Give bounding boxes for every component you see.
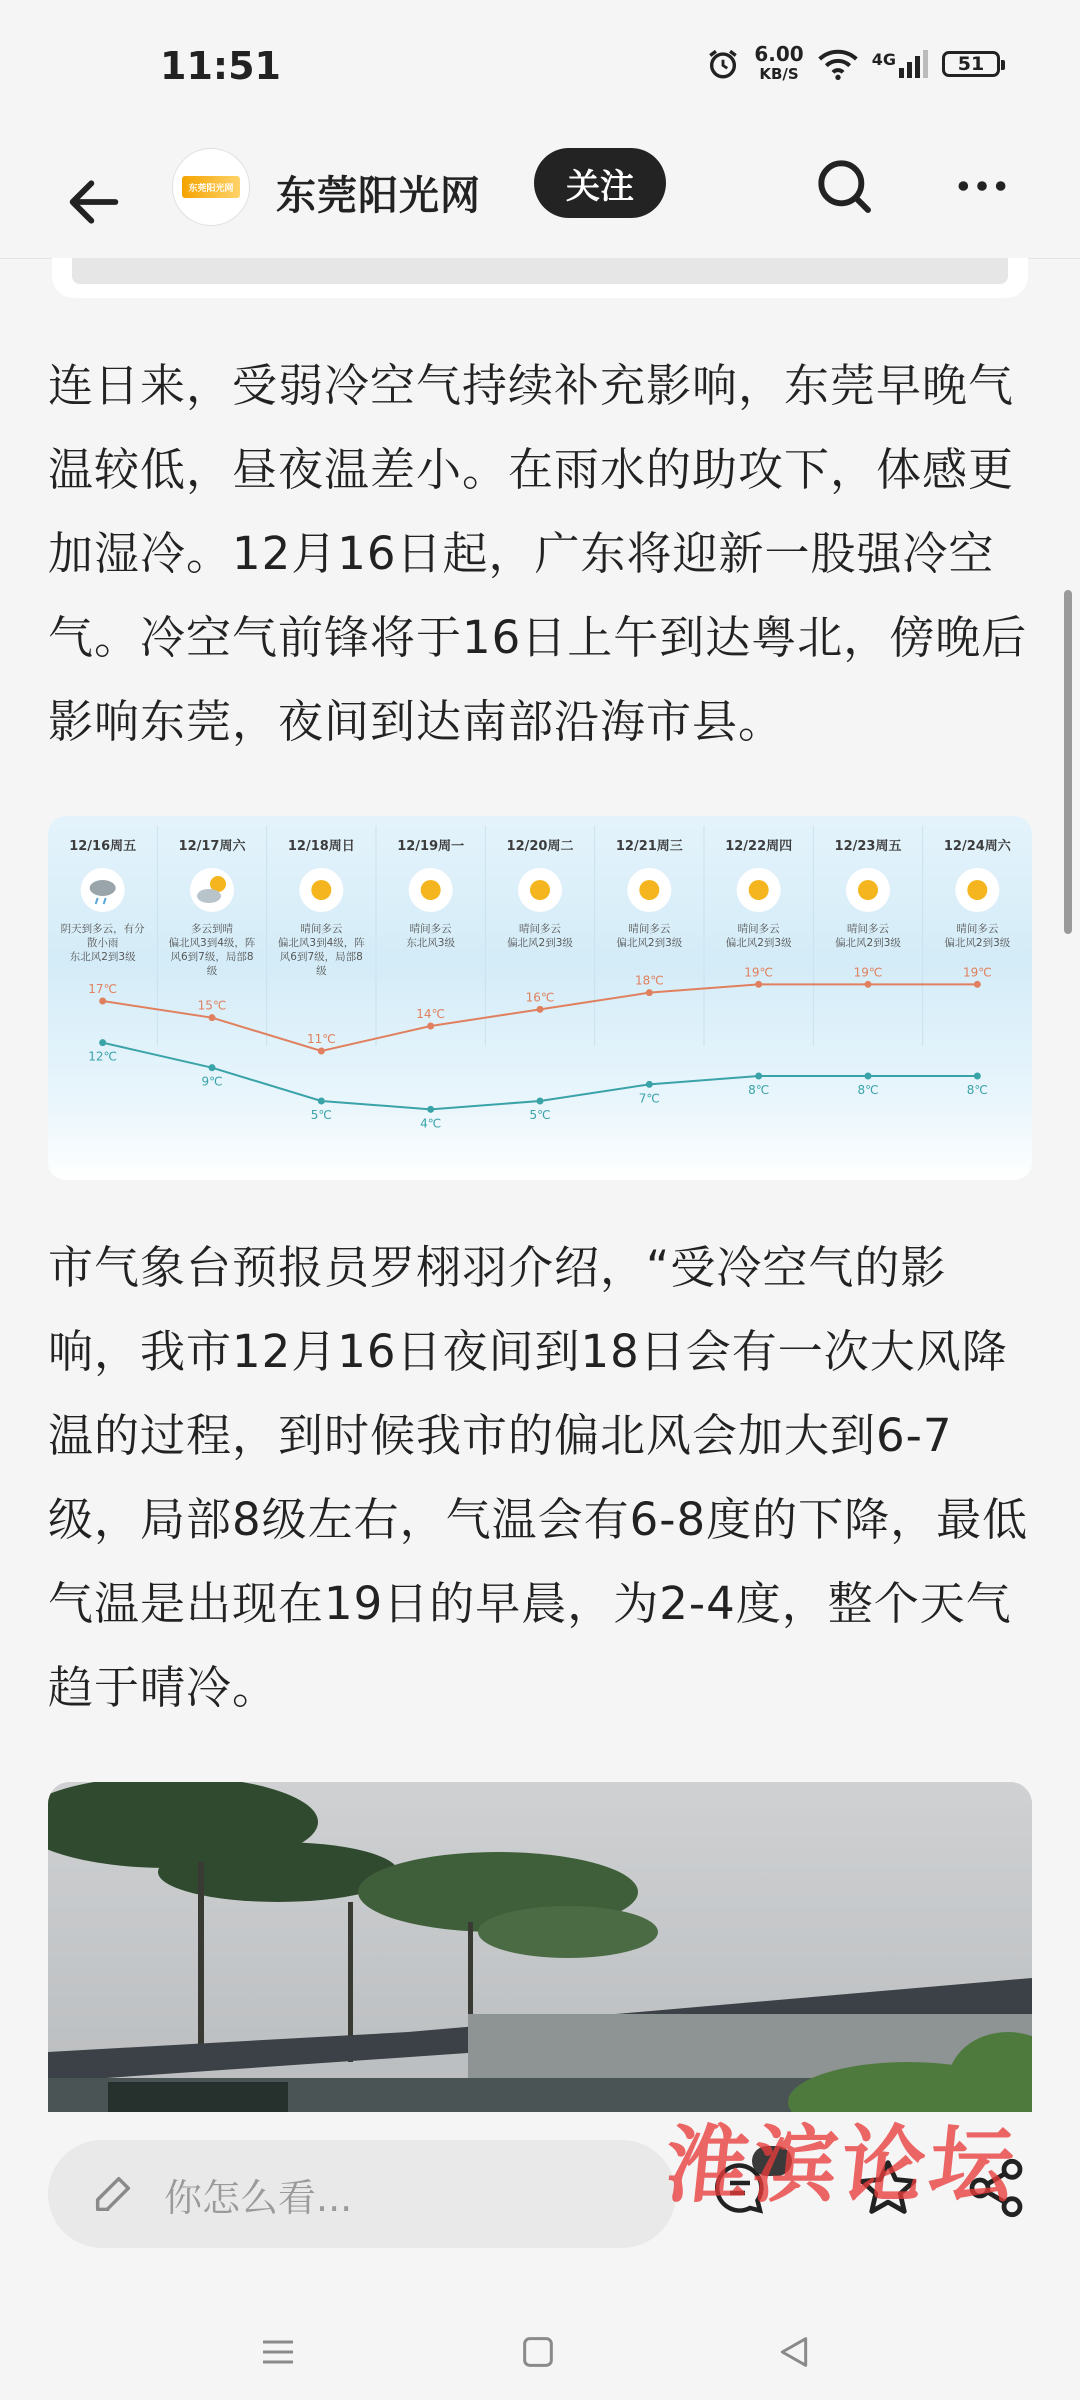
cell-signal-icon	[872, 50, 928, 78]
day-wind: 东北风2到3级	[69, 951, 136, 963]
day-wind: 风6到7级，局部8	[170, 951, 254, 963]
sun-icon	[858, 880, 878, 900]
sun-icon	[967, 880, 987, 900]
day-wind: 偏北风2到3级	[616, 937, 683, 949]
high-temp-point	[427, 1023, 434, 1030]
forum-watermark: 淮滨论坛	[660, 2115, 1023, 2214]
low-temp-label: 9℃	[201, 1074, 223, 1089]
day-wind: 偏北风2到3级	[725, 937, 792, 949]
low-temp-label: 8℃	[966, 1083, 988, 1097]
follow-button[interactable]: 关注	[534, 148, 666, 218]
low-temp-label: 12℃	[88, 1049, 118, 1064]
low-temp-point	[865, 1073, 872, 1080]
low-temp-label: 4℃	[420, 1116, 442, 1131]
photo-scene	[48, 1782, 1032, 2112]
high-temp-point	[318, 1048, 325, 1055]
battery-level: 51	[957, 53, 985, 75]
high-temp-label: 14℃	[416, 1007, 446, 1021]
nav-back-icon[interactable]	[774, 2332, 814, 2372]
article-photo[interactable]	[48, 1782, 1032, 2112]
comment-placeholder: 你怎么看...	[164, 2175, 353, 2220]
comment-input[interactable]	[48, 2140, 676, 2248]
low-temp-label: 7℃	[638, 1091, 660, 1106]
day-description: 晴间多云	[409, 923, 452, 935]
low-temp-point	[209, 1064, 216, 1071]
low-temp-point	[646, 1081, 653, 1088]
day-wind: 偏北风3到4级，阵	[277, 937, 365, 949]
net-speed-unit: KB/S	[759, 65, 799, 83]
status-icons	[706, 44, 1000, 84]
weather-forecast-image[interactable]	[48, 816, 1032, 1180]
sun-icon	[311, 880, 331, 900]
day-description: 晴间多云	[847, 923, 889, 935]
low-temp-label: 5℃	[529, 1108, 551, 1122]
home-icon[interactable]	[518, 2332, 558, 2372]
weather-forecast-graphic	[48, 816, 1032, 1180]
low-temp-label: 8℃	[748, 1083, 770, 1097]
recent-apps-icon[interactable]	[258, 2332, 298, 2372]
day-description: 晴间多云	[628, 923, 671, 935]
search-icon[interactable]	[812, 154, 876, 218]
day-label: 12/23周五	[834, 839, 902, 854]
low-temp-point	[427, 1106, 434, 1113]
day-label: 12/24周六	[943, 839, 1011, 854]
day-wind: 风6到7级，局部8	[279, 951, 363, 963]
day-label: 12/17周六	[178, 839, 246, 854]
high-temp-point	[209, 1014, 216, 1021]
high-temp-label: 18℃	[634, 973, 664, 988]
alarm-icon	[706, 47, 740, 81]
scrollbar[interactable]	[1064, 590, 1072, 934]
high-temp-label: 16℃	[525, 990, 555, 1005]
day-description: 晴间多云	[956, 923, 999, 935]
high-temp-label: 19℃	[744, 965, 774, 980]
wifi-icon	[818, 47, 858, 81]
channel-avatar[interactable]	[172, 148, 250, 226]
day-wind: 级	[316, 965, 327, 977]
high-temp-label: 19℃	[853, 965, 883, 980]
day-label: 12/19周一	[397, 839, 465, 854]
high-temp-label: 15℃	[197, 998, 227, 1013]
high-temp-label: 17℃	[88, 982, 118, 996]
article-header	[0, 140, 1080, 259]
system-navigation-bar	[0, 2290, 1080, 2400]
previous-content-card	[52, 258, 1028, 298]
cloud-shape	[197, 889, 221, 903]
day-label: 12/16周五	[69, 839, 137, 854]
day-wind: 偏北风2到3级	[507, 937, 573, 949]
low-temp-point	[99, 1039, 106, 1046]
low-temp-point	[537, 1098, 544, 1105]
high-temp-point	[755, 981, 762, 988]
status-time: 11:51	[160, 44, 281, 88]
day-wind: 东北风3级	[406, 937, 456, 949]
day-description: 晴间多云	[300, 923, 343, 935]
day-wind: 偏北风2到3级	[944, 937, 1011, 949]
day-label: 12/21周三	[615, 839, 683, 854]
sun-icon	[530, 880, 550, 900]
day-description: 多云到晴	[191, 923, 233, 935]
article-paragraph-1: 连日来，受弱冷空气持续补充影响，东莞早晚气温较低，昼夜温差小。在雨水的助攻下，体感更加湿冷。12月16日起，广东将迎新一股强冷空气。冷空气前锋将于16日上午到达粤北，傍晚后影响东莞，夜间到达南部沿海市县。	[48, 359, 1028, 748]
day-description: 晴间多云	[737, 923, 780, 935]
day-description: 散小雨	[86, 937, 119, 949]
sun-icon	[421, 880, 441, 900]
previous-content-strip	[72, 258, 1008, 284]
low-temp-point	[318, 1098, 325, 1105]
high-temp-point	[865, 981, 872, 988]
day-wind: 级	[206, 965, 218, 977]
sun-icon	[749, 880, 769, 900]
low-temp-label: 5℃	[310, 1108, 332, 1122]
day-wind: 偏北风2到3级	[835, 937, 901, 949]
high-temp-point	[974, 981, 981, 988]
pencil-icon	[90, 2171, 136, 2217]
channel-name[interactable]: 东莞阳光网	[276, 173, 481, 219]
day-label: 12/18周日	[287, 839, 355, 854]
net-speed	[754, 44, 803, 84]
article-paragraph-2: 市气象台预报员罗栩羽介绍，“受冷空气的影响，我市12月16日夜间到18日会有一次大风降温的过程，到时候我市的偏北风会加大到6-7级，局部8级左右，气温会有6-8度的下降，最低气温是出现在19日的早晨，为2-4度，整个天气趋于晴冷。	[48, 1241, 1029, 1714]
low-temp-point	[974, 1073, 981, 1080]
high-temp-point	[646, 989, 653, 996]
high-temp-label: 11℃	[306, 1032, 336, 1046]
low-temp-point	[755, 1073, 762, 1080]
day-description: 晴间多云	[519, 923, 561, 935]
high-temp-point	[99, 998, 106, 1005]
more-options-icon[interactable]	[950, 154, 1014, 218]
day-description: 阴天到多云，有分	[60, 923, 145, 935]
channel-logo: 东莞阳光网	[182, 176, 240, 198]
high-temp-label: 19℃	[962, 965, 992, 980]
net-speed-value: 6.00	[754, 42, 804, 66]
network-type: 4G	[871, 50, 896, 69]
day-label: 12/22周四	[725, 839, 793, 854]
back-arrow-icon[interactable]	[62, 170, 126, 234]
day-label: 12/20周二	[506, 839, 574, 854]
sun-icon	[639, 880, 659, 900]
battery-icon	[942, 51, 1000, 77]
cloud-rain-icon	[90, 880, 116, 896]
high-temp-point	[537, 1006, 544, 1013]
status-bar	[0, 0, 1080, 140]
low-temp-label: 8℃	[857, 1083, 879, 1097]
day-wind: 偏北风3到4级，阵	[168, 937, 256, 949]
